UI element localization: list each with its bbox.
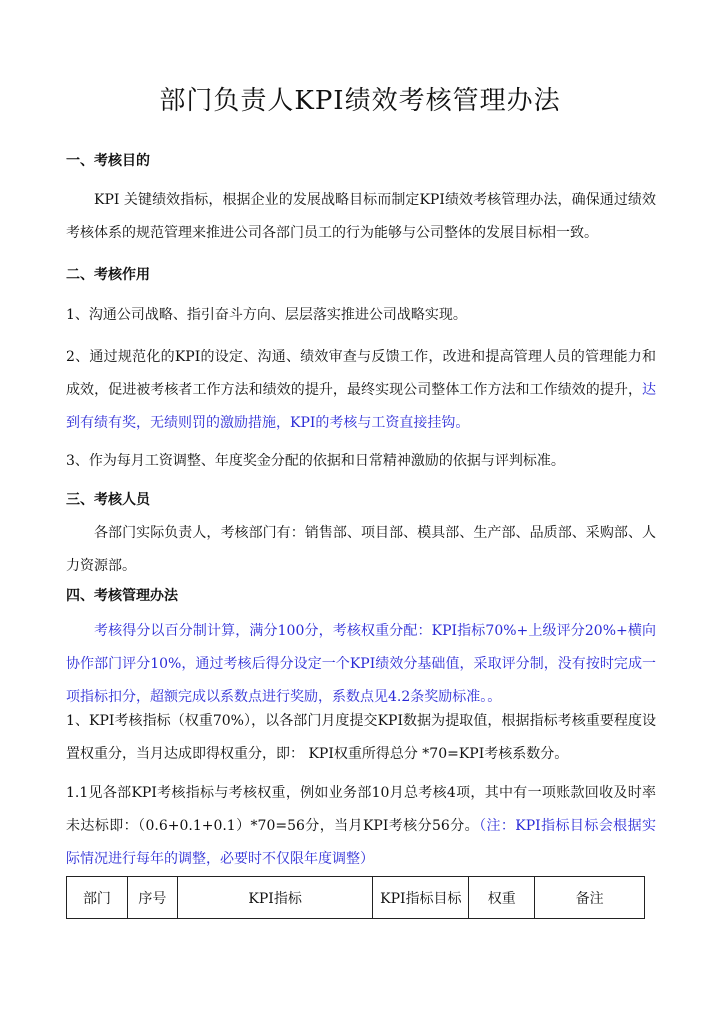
table-header-cell: 部门 <box>67 877 128 919</box>
paragraph-method-intro: 考核得分以百分制计算，满分100分，考核权重分配：KPI指标70%+上级评分20%+横向协作部门评分10%，通过考核后得分设定一个KPI绩效分基础值，采取评分制，没有按时完成一项指标扣分，超额完成以系数点进行奖励，系数点见4.2条奖励标准。。 <box>66 623 656 705</box>
role-item-2-highlight: 达到有绩有奖，无绩则罚的激励措施，KPI的考核与工资直接挂钩。 <box>66 382 656 431</box>
table-header-cell: 备注 <box>535 877 645 919</box>
table-header-cell: 权重 <box>469 877 535 919</box>
paragraph-personnel: 各部门实际负责人，考核部门有：销售部、项目部、模具部、生产部、品质部、采购部、人力资源部。 <box>66 525 656 574</box>
document-title: 部门负责人KPI绩效考核管理办法 <box>159 86 561 116</box>
section-heading-role: 二、考核作用 <box>66 267 150 283</box>
section-heading-personnel: 三、考核人员 <box>66 492 150 508</box>
paragraph-purpose: KPI 关键绩效指标，根据企业的发展战略目标而制定KPI绩效考核管理办法，确保通过绩效考核体系的规范管理来推进公司各部门员工的行为能够与公司整体的发展目标相一致。 <box>66 192 656 241</box>
method-item-1-1-text: 1.1见各部KPI考核指标与考核权重，例如业务部10月总考核4项，其中有一项账款回收及时率未达标即：（0.6+0.1+0.1）*70=56分，当月KPI考核分56分。 <box>66 785 656 834</box>
section-heading-method: 四、考核管理办法 <box>66 588 178 604</box>
paragraph-method-item-1-1 <box>66 777 656 876</box>
method-item-1-1-note: （注：KPI指标目标会根据实际情况进行每年的调整，必要时不仅限年度调整） <box>66 818 656 867</box>
kpi-table <box>66 876 645 919</box>
paragraph-role-item-1: 1、沟通公司战略、指引奋斗方向、层层落实推进公司战略实现。 <box>66 307 467 323</box>
paragraph-method-item-1: 1、KPI考核指标（权重70%），以各部门月度提交KPI数据为提取值，根据指标考核重要程度设置权重分，当月达成即得权重分，即： KPI权重所得总分 *70=KPI考核系数分。 <box>66 713 656 762</box>
paragraph-role-item-2 <box>66 341 656 440</box>
section-heading-purpose: 一、考核目的 <box>66 153 150 169</box>
table-header-row <box>67 877 645 919</box>
table-header-cell: KPI指标目标 <box>373 877 469 919</box>
role-item-2-text: 2、通过规范化的KPI的设定、沟通、绩效审查与反馈工作，改进和提高管理人员的管理能力和成效，促进被考核者工作方法和绩效的提升，最终实现公司整体工作方法和工作绩效的提升， <box>66 349 656 398</box>
table-header-cell: 序号 <box>127 877 177 919</box>
paragraph-role-item-3: 3、作为每月工资调整、年度奖金分配的依据和日常精神激励的依据与评判标准。 <box>66 453 565 469</box>
table-header-cell: KPI指标 <box>177 877 373 919</box>
